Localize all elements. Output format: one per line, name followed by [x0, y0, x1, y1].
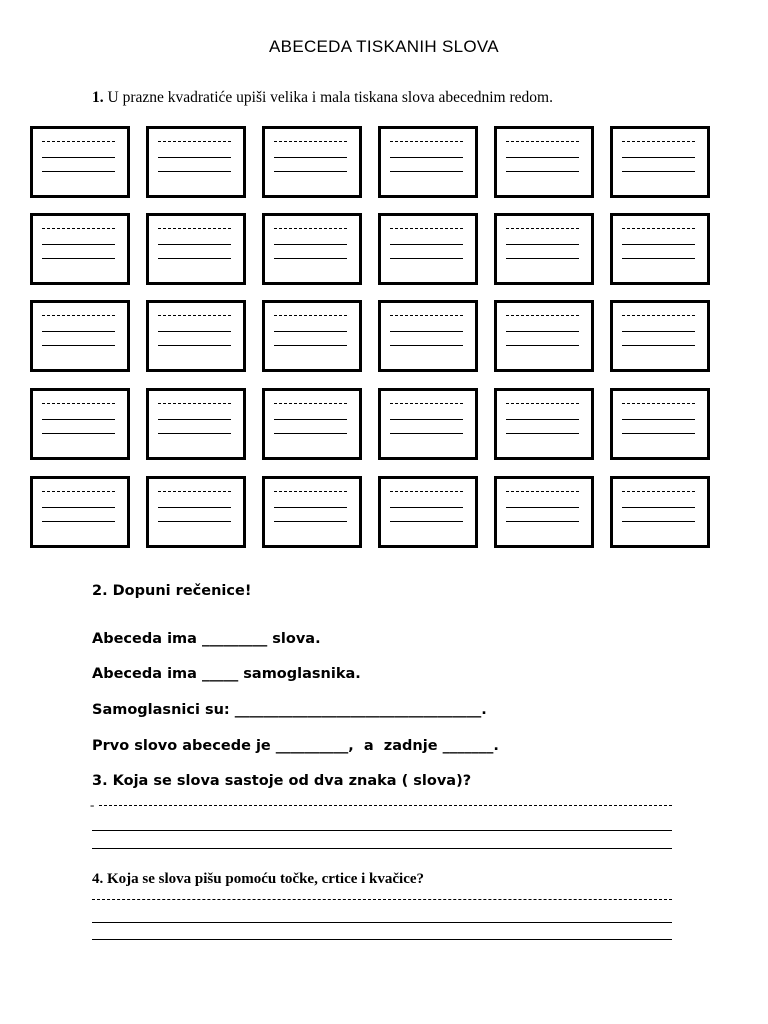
letter-box[interactable]	[494, 126, 594, 198]
letter-box-writing-line	[506, 331, 579, 332]
letter-box-writing-line	[622, 331, 695, 332]
sentence-vowel-count: Abeceda ima _____ samoglasnika.	[92, 666, 361, 682]
letter-box-writing-line	[274, 258, 347, 259]
letter-box-dashed-guide	[622, 491, 695, 492]
letter-box[interactable]	[30, 300, 130, 372]
letter-box-writing-line	[158, 345, 231, 346]
letter-box-dashed-guide	[158, 403, 231, 404]
letter-box-writing-line	[158, 433, 231, 434]
letter-box[interactable]	[378, 300, 478, 372]
letter-box[interactable]	[610, 126, 710, 198]
letter-box-dashed-guide	[158, 315, 231, 316]
letter-box[interactable]	[378, 126, 478, 198]
letter-box-writing-line	[506, 244, 579, 245]
letter-box-writing-line	[506, 507, 579, 508]
letter-box-writing-line	[274, 171, 347, 172]
letter-box-writing-line	[506, 521, 579, 522]
letter-box-dashed-guide	[506, 315, 579, 316]
task-4-answer-line[interactable]	[92, 922, 672, 923]
letter-box-writing-line	[42, 157, 115, 158]
worksheet-title: ABECEDA TISKANIH SLOVA	[269, 37, 499, 56]
letter-box[interactable]	[30, 388, 130, 460]
letter-box-dashed-guide	[42, 315, 115, 316]
letter-box-writing-line	[274, 521, 347, 522]
letter-box-writing-line	[42, 331, 115, 332]
letter-box[interactable]	[494, 388, 594, 460]
letter-box-dashed-guide	[274, 315, 347, 316]
task-3-answer-line[interactable]	[99, 805, 672, 806]
task-3-heading: 3. Koja se slova sastoje od dva znaka ( slova)?	[92, 773, 472, 789]
letter-box-writing-line	[42, 244, 115, 245]
letter-box-writing-line	[622, 258, 695, 259]
letter-box-writing-line	[622, 507, 695, 508]
letter-box-dashed-guide	[622, 403, 695, 404]
letter-box-writing-line	[158, 507, 231, 508]
letter-box-writing-line	[390, 244, 463, 245]
letter-box-writing-line	[274, 244, 347, 245]
letter-box-dashed-guide	[390, 403, 463, 404]
letter-box[interactable]	[262, 126, 362, 198]
letter-box-writing-line	[274, 157, 347, 158]
letter-box-writing-line	[622, 171, 695, 172]
letter-box[interactable]	[146, 300, 246, 372]
letter-box-writing-line	[158, 419, 231, 420]
letter-box-dashed-guide	[506, 491, 579, 492]
letter-box-writing-line	[390, 331, 463, 332]
task-1-number: 1.	[92, 89, 104, 106]
letter-box[interactable]	[494, 300, 594, 372]
letter-box[interactable]	[378, 388, 478, 460]
letter-box-writing-line	[274, 419, 347, 420]
letter-box-writing-line	[274, 507, 347, 508]
letter-box-dashed-guide	[42, 491, 115, 492]
letter-box-dashed-guide	[622, 141, 695, 142]
letter-box-dashed-guide	[158, 491, 231, 492]
letter-box-writing-line	[390, 171, 463, 172]
letter-box-writing-line	[42, 433, 115, 434]
letter-box-dashed-guide	[622, 315, 695, 316]
letter-box-dashed-guide	[42, 141, 115, 142]
letter-box[interactable]	[378, 476, 478, 548]
task-4-heading: 4. Koja se slova pišu pomoću točke, crtice i kvačice?	[92, 871, 425, 887]
letter-box-dashed-guide	[158, 141, 231, 142]
letter-box-writing-line	[42, 171, 115, 172]
letter-box-grid	[30, 126, 714, 551]
letter-box-dashed-guide	[506, 403, 579, 404]
letter-box[interactable]	[146, 213, 246, 285]
letter-box[interactable]	[494, 213, 594, 285]
task-3-answer-line[interactable]	[92, 848, 672, 849]
letter-box-writing-line	[42, 345, 115, 346]
letter-box[interactable]	[610, 476, 710, 548]
task-1-text: U prazne kvadratiće upiši velika i mala tiskana slova abecednim redom.	[103, 89, 553, 106]
task-2-heading: 2. Dopuni rečenice!	[92, 583, 252, 599]
letter-box-writing-line	[158, 157, 231, 158]
letter-box-dashed-guide	[390, 141, 463, 142]
letter-box-writing-line	[622, 157, 695, 158]
letter-box-dashed-guide	[390, 491, 463, 492]
task-4-answer-line[interactable]	[92, 939, 672, 940]
letter-box-writing-line	[274, 331, 347, 332]
letter-box-writing-line	[506, 157, 579, 158]
letter-box-writing-line	[274, 433, 347, 434]
letter-box-dashed-guide	[390, 315, 463, 316]
letter-box-writing-line	[506, 433, 579, 434]
letter-box-writing-line	[390, 345, 463, 346]
letter-box-dashed-guide	[390, 228, 463, 229]
letter-box-dashed-guide	[274, 491, 347, 492]
task-1-instruction	[92, 89, 553, 107]
letter-box-writing-line	[158, 244, 231, 245]
letter-box-writing-line	[274, 345, 347, 346]
letter-box[interactable]	[146, 126, 246, 198]
letter-box-writing-line	[42, 507, 115, 508]
task-3-answer-line[interactable]	[92, 830, 672, 831]
sentence-first-last-letter: Prvo slovo abecede je __________, a zadnje _______.	[92, 738, 499, 754]
letter-box-writing-line	[42, 521, 115, 522]
letter-box[interactable]	[30, 213, 130, 285]
letter-box-writing-line	[390, 433, 463, 434]
letter-box-writing-line	[390, 419, 463, 420]
letter-box-writing-line	[158, 521, 231, 522]
letter-box-writing-line	[158, 331, 231, 332]
letter-box-dashed-guide	[42, 403, 115, 404]
letter-box[interactable]	[378, 213, 478, 285]
letter-box-dashed-guide	[506, 228, 579, 229]
letter-box-writing-line	[390, 521, 463, 522]
letter-box-writing-line	[158, 258, 231, 259]
letter-box[interactable]	[610, 213, 710, 285]
sentence-vowels: Samoglasnici su: __________________________________.	[92, 702, 487, 718]
sentence-alphabet-letter-count: Abeceda ima _________ slova.	[92, 631, 321, 647]
letter-box-writing-line	[506, 171, 579, 172]
letter-box-dashed-guide	[274, 228, 347, 229]
task-4-answer-line[interactable]	[92, 899, 672, 900]
letter-box[interactable]	[262, 213, 362, 285]
letter-box[interactable]	[610, 300, 710, 372]
letter-box-writing-line	[622, 244, 695, 245]
letter-box-dashed-guide	[622, 228, 695, 229]
letter-box-dashed-guide	[158, 228, 231, 229]
letter-box[interactable]	[262, 300, 362, 372]
letter-box[interactable]	[146, 388, 246, 460]
letter-box-writing-line	[390, 507, 463, 508]
letter-box[interactable]	[262, 388, 362, 460]
letter-box-writing-line	[622, 521, 695, 522]
letter-box-writing-line	[506, 345, 579, 346]
letter-box[interactable]	[494, 476, 594, 548]
letter-box[interactable]	[146, 476, 246, 548]
letter-box-dashed-guide	[42, 228, 115, 229]
letter-box[interactable]	[610, 388, 710, 460]
letter-box-writing-line	[622, 433, 695, 434]
letter-box-dashed-guide	[274, 403, 347, 404]
letter-box-writing-line	[42, 419, 115, 420]
letter-box[interactable]	[30, 476, 130, 548]
letter-box[interactable]	[30, 126, 130, 198]
letter-box-writing-line	[390, 258, 463, 259]
letter-box-writing-line	[390, 157, 463, 158]
task-3-lead-dash: -	[90, 797, 95, 812]
letter-box-writing-line	[158, 171, 231, 172]
letter-box-writing-line	[42, 258, 115, 259]
letter-box[interactable]	[262, 476, 362, 548]
letter-box-writing-line	[622, 345, 695, 346]
letter-box-writing-line	[506, 419, 579, 420]
letter-box-dashed-guide	[274, 141, 347, 142]
letter-box-writing-line	[622, 419, 695, 420]
letter-box-dashed-guide	[506, 141, 579, 142]
letter-box-writing-line	[506, 258, 579, 259]
